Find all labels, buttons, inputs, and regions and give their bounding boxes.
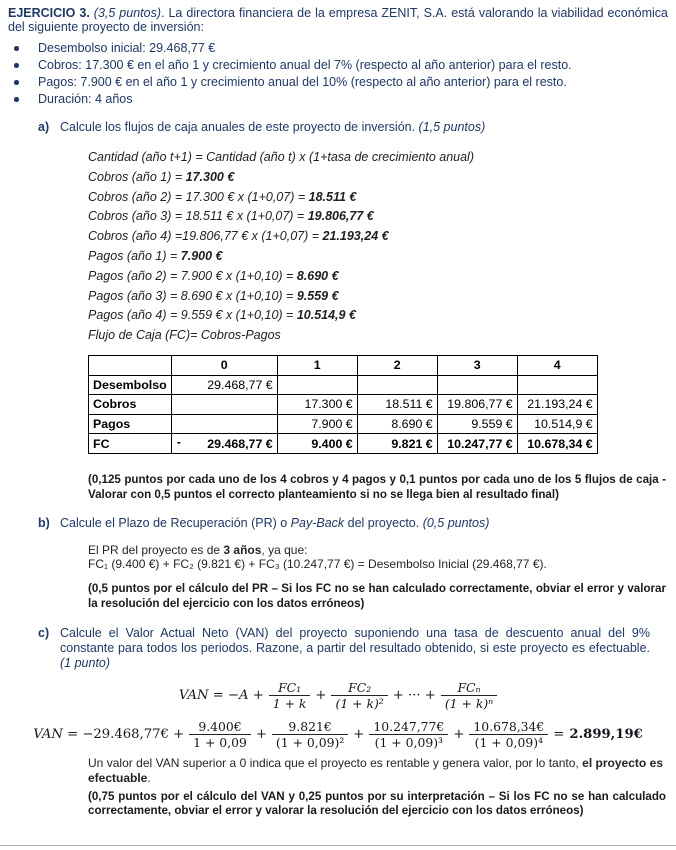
- table-row-cobros: [89, 395, 598, 415]
- table-cell: 9.400 €: [277, 434, 357, 454]
- table-cell: [171, 414, 277, 434]
- question-b: b) Calcule el Plazo de Recuperación (PR) o Pay-Back del proyecto. (0,5 puntos): [38, 515, 490, 530]
- table-cell: [437, 375, 517, 395]
- table-cell: 18.511 €: [357, 395, 437, 415]
- table-header-row: [89, 355, 598, 375]
- rubric-note-c: (0,75 puntos por el cálculo del VAN y 0,25 puntos por su interpretación – Si los FC no se han calculado correctamente, obviar el error y valorar la resolución del ejercicio con los datos erróneos): [88, 789, 666, 817]
- work-line: Pagos (año 3) = 8.690 € x (1+0,10) = 9.559 €: [88, 288, 339, 303]
- row-label: Desembolso: [89, 375, 172, 395]
- table-cell: 10.514,9 €: [517, 414, 597, 434]
- header-cell-empty: [89, 355, 172, 375]
- table-cell: [357, 375, 437, 395]
- bullet-text: Pagos: 7.900 € en el año 1 y crecimiento anual del 10% (respecto al año anterior) para el resto.: [38, 75, 567, 89]
- fraction: $\frac{10.247,77€}{\text{(1 + 0,09)³}}$: [369, 719, 448, 750]
- fraction: $\frac{\text{FC₁}}{1 + k}$: [269, 680, 311, 711]
- list-item: [38, 91, 668, 108]
- bullet-text: Duración: 4 años: [38, 92, 133, 106]
- table-row-desembolso: [89, 375, 598, 395]
- table-cell: 21.193,24 €: [517, 395, 597, 415]
- header-cell-year: 1: [277, 355, 357, 375]
- question-a-text: Calcule los flujos de caja anuales de este proyecto de inversión.: [60, 120, 419, 134]
- table-cell: [517, 375, 597, 395]
- table-cell: 17.300 €: [277, 395, 357, 415]
- work-line: Flujo de Caja (FC)= Cobros-Pagos: [88, 328, 281, 343]
- table-cell: 10.247,77 €: [437, 434, 517, 454]
- table-cell: 9.559 €: [437, 414, 517, 434]
- fraction: $\frac{9.400€}{1 + 0,09}$: [189, 719, 251, 750]
- work-line: Cobros (año 1) = 17.300 €: [88, 169, 235, 184]
- question-a: [38, 120, 668, 135]
- header-cell-year: 4: [517, 355, 597, 375]
- payback-term: Pay-Back: [290, 515, 345, 530]
- fraction: $\frac{\text{FCₙ}}{\text{(1 + k)ⁿ}}$: [441, 680, 497, 711]
- cash-flow-table: [88, 355, 598, 454]
- list-item: [38, 57, 668, 74]
- payback-answer-line1: El PR del proyecto es de 3 años, ya que:: [88, 542, 308, 557]
- table-cell-negative: - 29.468,77 €: [171, 434, 277, 454]
- rubric-note-a: (0,125 puntos por cada uno de los 4 cobros y 4 pagos y 0,1 puntos por cada uno de los 5 flujos de caja - Valorar con 0,5 puntos el correcto planteamiento si no se llega bien al resultado final): [88, 472, 666, 502]
- question-a-label: a): [38, 120, 50, 134]
- work-line: Cobros (año 3) = 18.511 € x (1+0,07) = 19.806,77 €: [88, 209, 374, 224]
- row-label: FC: [89, 434, 172, 454]
- header-cell-year: 2: [357, 355, 437, 375]
- fraction: $\frac{\text{FC₂}}{\text{(1 + k)²}}$: [331, 680, 387, 711]
- table-cell: 10.678,34 €: [517, 434, 597, 454]
- equals-operator: =: [553, 726, 565, 742]
- payback-answer: [88, 543, 668, 572]
- footer-divider: [0, 845, 676, 846]
- bullet-text: Cobros: 17.300 € en el año 1 y crecimiento anual del 7% (respecto al año anterior) para el resto.: [38, 58, 572, 72]
- question-a-points: (1,5 puntos): [418, 120, 486, 134]
- formula-lhs: VAN = −29.468,77€ +: [33, 726, 185, 742]
- table-cell: 19.806,77 €: [437, 395, 517, 415]
- plus-operator: +: [255, 726, 267, 742]
- question-c-label: c): [38, 625, 50, 640]
- van-formula-general: [8, 680, 668, 711]
- fraction: $\frac{9.821€}{\text{(1 + 0,09)²}}$: [272, 719, 348, 750]
- formula-lhs: VAN = −A +: [178, 687, 264, 703]
- van-interpretation: Un valor del VAN superior a 0 indica que el proyecto es rentable y genera valor, por lo tanto, el proyecto es efectuable.: [88, 755, 663, 785]
- project-data-list: [8, 40, 668, 108]
- payback-answer-line2: FC₁ (9.400 €) + FC₂ (9.821 €) + FC₃ (10.247,77 €) = Desembolso Inicial (29.468,77 €).: [88, 557, 547, 572]
- exercise-intro: [8, 6, 668, 34]
- table-cell: 29.468,77 €: [171, 375, 277, 395]
- plus-operator: +: [453, 726, 465, 742]
- bullet-text: Desembolso inicial: 29.468,77 €: [38, 41, 216, 55]
- header-cell-year: 0: [171, 355, 277, 375]
- table-cell: 9.821 €: [357, 434, 437, 454]
- list-item: [38, 40, 668, 57]
- question-c: [38, 626, 668, 671]
- cash-flow-working: [88, 148, 668, 346]
- rubric-note-b: (0,5 puntos por el cálculo del PR – Si los FC no se han calculado correctamente, obviar el error y valorar la resolución del ejercicio con los datos erróneos): [88, 581, 666, 611]
- plus-operator: +: [353, 726, 365, 742]
- work-line: Cantidad (año t+1) = Cantidad (año t) x (1+tasa de crecimiento anual): [88, 150, 474, 164]
- list-item: [38, 74, 668, 91]
- van-formula-applied: [8, 719, 668, 750]
- work-line: Pagos (año 1) = 7.900 €: [88, 248, 223, 263]
- plus-operator: +: [315, 687, 327, 703]
- minus-sign: -: [176, 435, 181, 450]
- row-label: Pagos: [89, 414, 172, 434]
- table-cell: [171, 395, 277, 415]
- work-line: Pagos (año 2) = 7.900 € x (1+0,10) = 8.690 €: [88, 268, 339, 283]
- table-row-fc: [89, 434, 598, 454]
- exercise-points: (3,5 puntos): [93, 6, 162, 20]
- row-label: Cobros: [89, 395, 172, 415]
- question-b-label: b): [38, 515, 50, 530]
- table-cell: [277, 375, 357, 395]
- exercise-title: EJERCICIO 3.: [8, 6, 94, 20]
- work-line: Cobros (año 4) =19.806,77 € x (1+0,07) = 21.193,24 €: [88, 229, 389, 244]
- work-line: Cobros (año 2) = 17.300 € x (1+0,07) = 18.511 €: [88, 189, 357, 204]
- work-line: Pagos (año 4) = 9.559 € x (1+0,10) = 10.514,9 €: [88, 308, 356, 323]
- exercise-intro-text: . La directora financiera de la empresa ZENIT, S.A. está valorando la viabilidad económica del siguiente proyecto de inversión:: [8, 6, 668, 34]
- ellipsis-operator: + ··· +: [392, 687, 436, 703]
- fraction: $\frac{10.678,34€}{\text{(1 + 0,09)⁴}}$: [469, 719, 548, 750]
- question-b-points: (0,5 puntos): [422, 515, 490, 530]
- van-result: 2.899,19€: [569, 726, 643, 742]
- question-c-text: Calcule el Valor Actual Neto (VAN) del proyecto suponiendo una tasa de descuento anual del 9% constante para todos los periodos. Razone, a partir del resultado obtenido, si este proyecto es efectuable.: [60, 625, 650, 655]
- header-cell-year: 3: [437, 355, 517, 375]
- question-c-points: (1 punto): [60, 655, 111, 670]
- table-cell: 8.690 €: [357, 414, 437, 434]
- table-cell: 7.900 €: [277, 414, 357, 434]
- table-row-pagos: [89, 414, 598, 434]
